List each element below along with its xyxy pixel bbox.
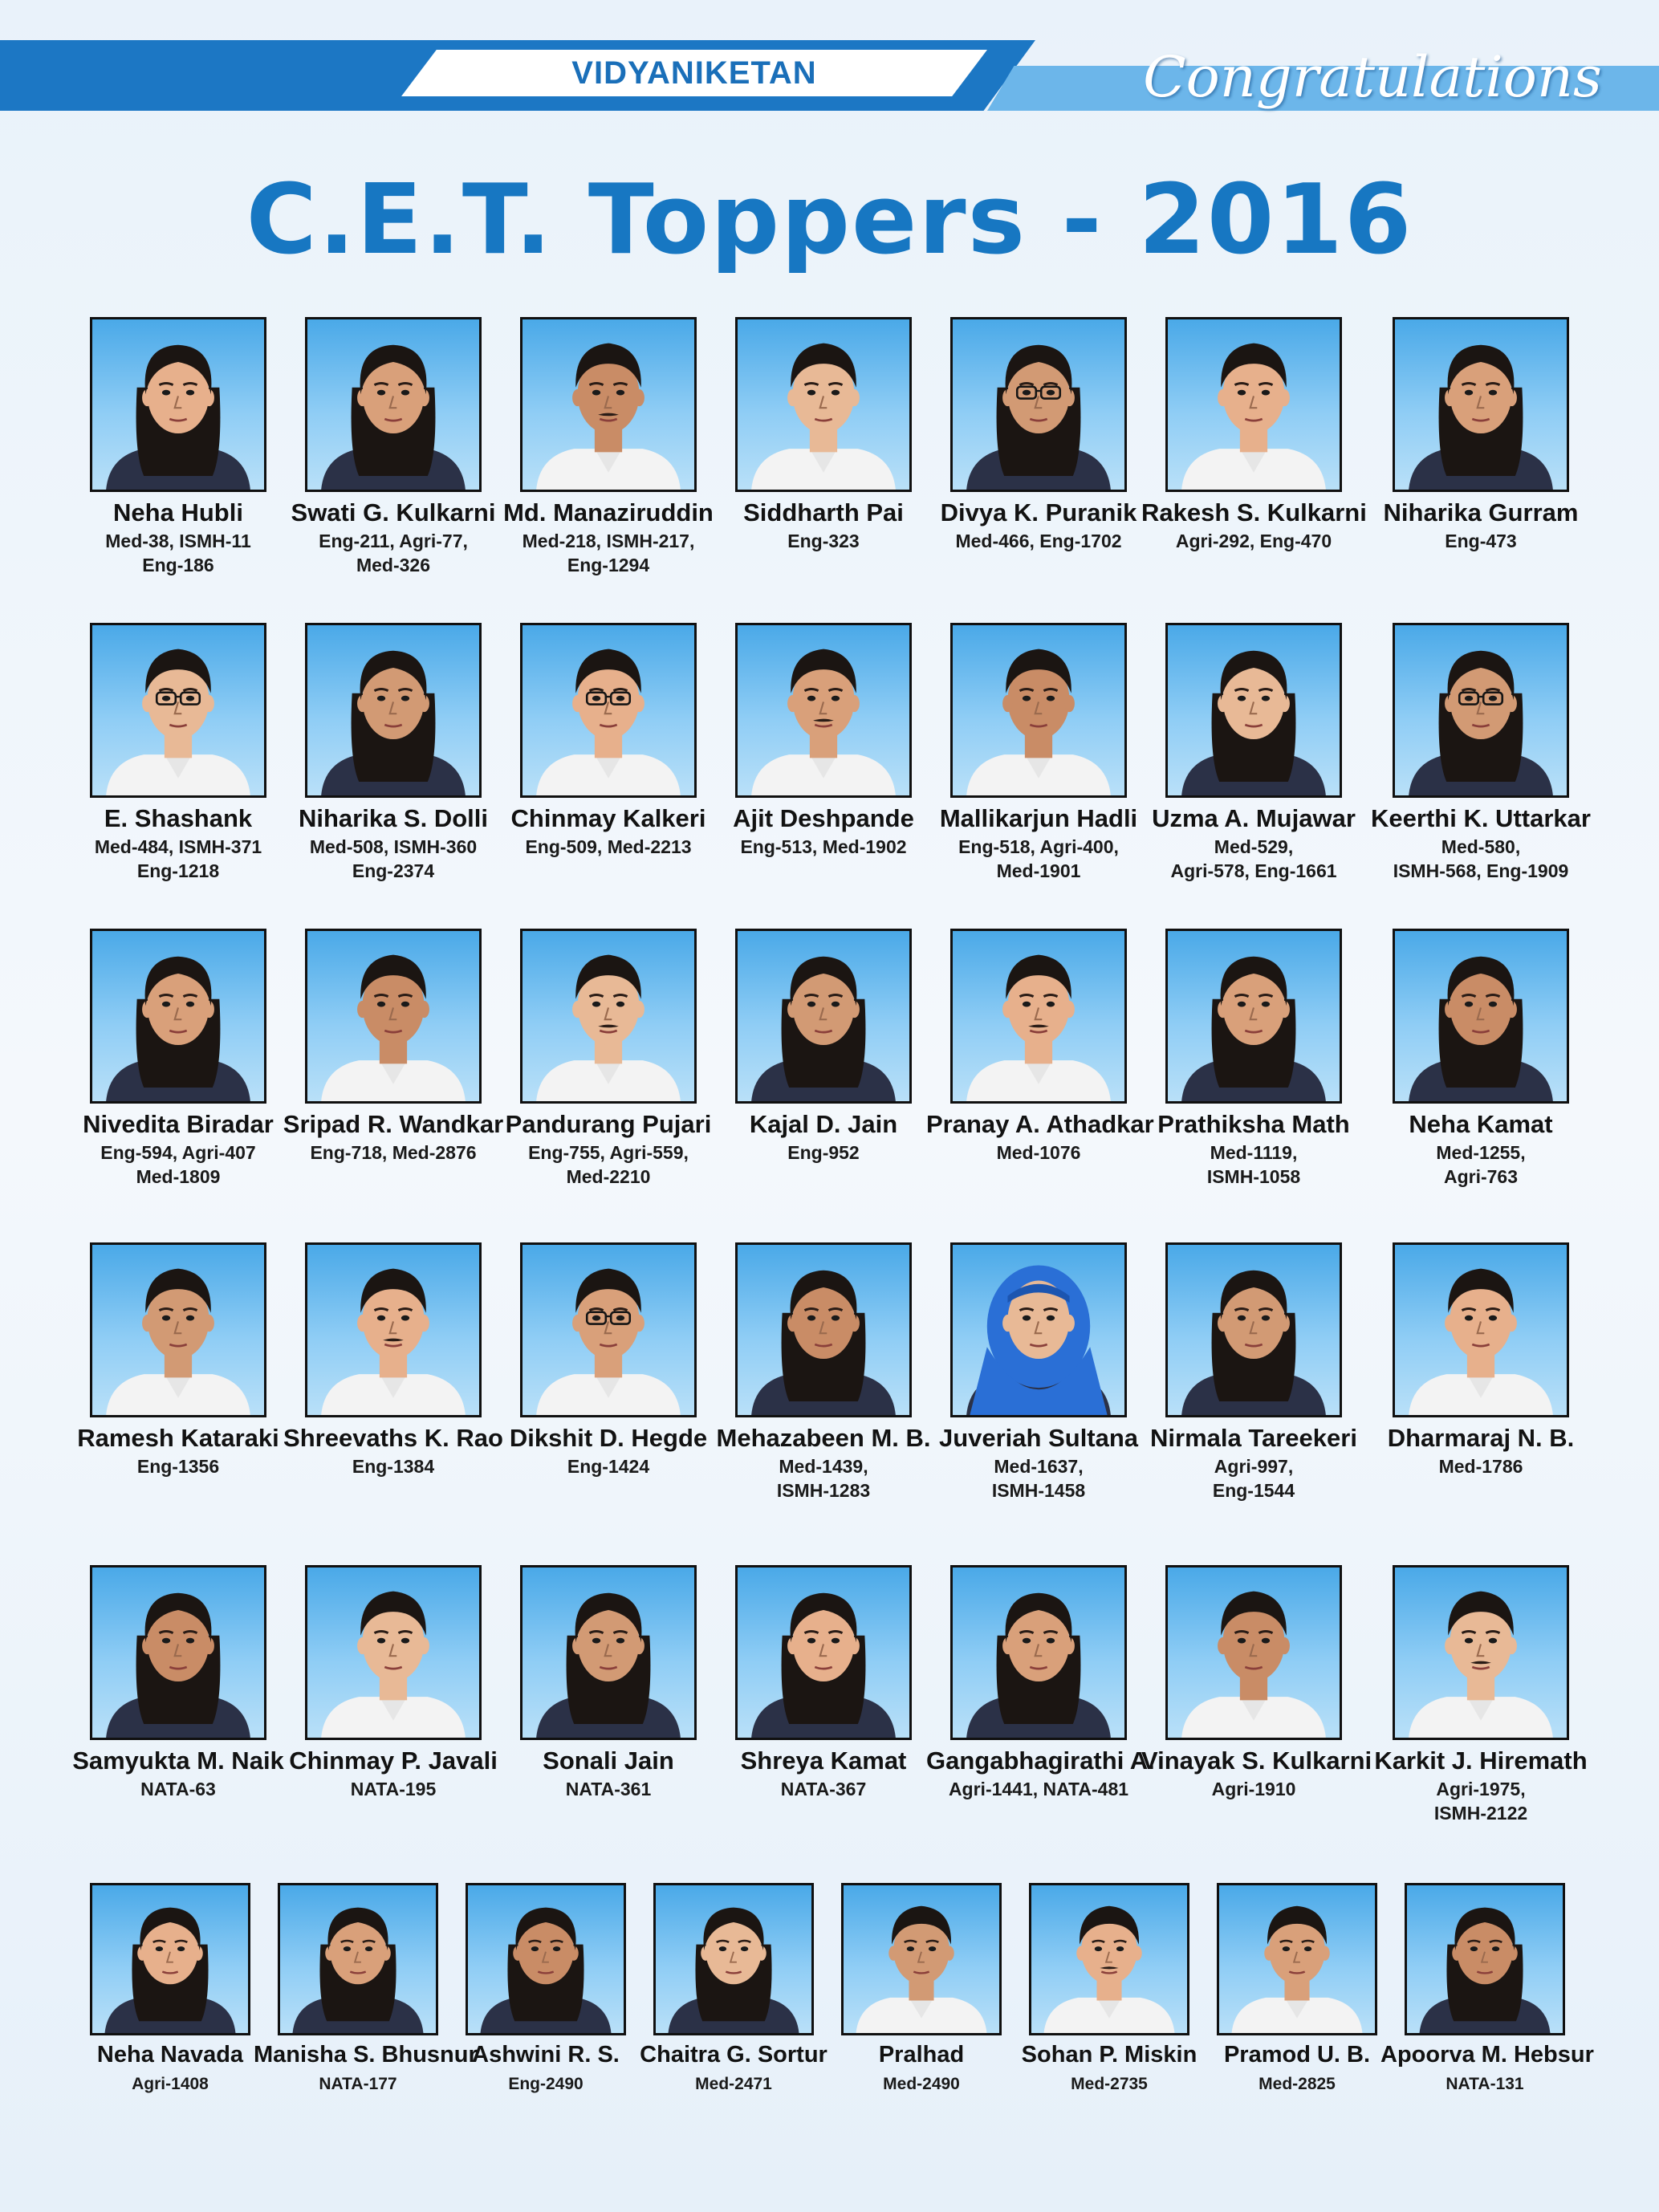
topper-ranks: Med-1076 <box>996 1142 1081 1163</box>
topper-photo <box>1165 1242 1342 1417</box>
topper-photo <box>1393 1565 1569 1740</box>
brand-name: VIDYANIKETAN <box>571 55 817 91</box>
topper-name: Shreevaths K. Rao <box>283 1424 503 1452</box>
topper-name: Niharika Gurram <box>1383 498 1579 527</box>
topper-ranks: Med-2490 <box>883 2075 960 2093</box>
topper-ranks: Med-529, Agri-578, Eng-1661 <box>1170 836 1337 881</box>
topper-photo <box>1217 1883 1377 2035</box>
topper-ranks: Eng-211, Agri-77, Med-326 <box>319 531 468 575</box>
topper-name: Shreya Kamat <box>740 1746 907 1775</box>
topper-name: Karkit J. Hiremath <box>1374 1746 1588 1775</box>
topper-name: Neha Navada <box>96 2042 244 2068</box>
topper-name: Mallikarjun Hadli <box>939 804 1138 832</box>
topper-name: Sonali Jain <box>543 1746 674 1775</box>
topper-ranks: Med-1255, Agri-763 <box>1436 1142 1526 1187</box>
topper-ranks: Med-1637, ISMH-1458 <box>991 1456 1086 1501</box>
topper-photo <box>90 1565 266 1740</box>
topper-name: Kajal D. Jain <box>749 1110 898 1138</box>
topper-ranks: Agri-292, Eng-470 <box>1175 531 1332 551</box>
topper-photo <box>1393 929 1569 1104</box>
topper-photo <box>735 1242 912 1417</box>
topper-name: Juveriah Sultana <box>938 1424 1139 1452</box>
topper-ranks: Med-1119, ISMH-1058 <box>1206 1142 1301 1187</box>
topper-name: Uzma A. Mujawar <box>1152 804 1356 832</box>
topper-ranks: Eng-2490 <box>508 2075 583 2093</box>
congratulations-heading: Congratulations <box>1143 44 1602 110</box>
topper-photo <box>305 929 482 1104</box>
topper-photo <box>90 623 266 798</box>
topper-ranks: Eng-1384 <box>352 1456 435 1477</box>
topper-ranks: Eng-755, Agri-559, Med-2210 <box>528 1142 689 1187</box>
topper-name: Pandurang Pujari <box>505 1110 712 1138</box>
topper-ranks: Med-1786 <box>1438 1456 1523 1477</box>
topper-name: Dikshit D. Hegde <box>509 1424 708 1452</box>
topper-photo <box>520 1242 697 1417</box>
topper-name: Pralhad <box>878 2042 965 2068</box>
topper-photo <box>735 623 912 798</box>
topper-ranks: Med-484, ISMH-371 Eng-1218 <box>94 836 262 881</box>
topper-name: Sripad R. Wandkar <box>283 1110 504 1138</box>
topper-photo <box>466 1883 626 2035</box>
topper-ranks: Eng-594, Agri-407 Med-1809 <box>100 1142 256 1187</box>
topper-ranks: Med-2735 <box>1071 2075 1148 2093</box>
topper-photo <box>90 317 266 492</box>
topper-ranks: Med-580, ISMH-568, Eng-1909 <box>1393 836 1569 881</box>
topper-photo <box>1029 1883 1189 2035</box>
topper-photo <box>841 1883 1002 2035</box>
topper-ranks: Med-38, ISMH-11 Eng-186 <box>105 531 251 575</box>
topper-photo <box>520 1565 697 1740</box>
topper-name: Neha Hubli <box>113 498 243 527</box>
topper-photo <box>950 929 1127 1104</box>
topper-photo <box>1165 623 1342 798</box>
topper-ranks: Agri-1441, NATA-481 <box>948 1779 1129 1799</box>
topper-photo <box>305 317 482 492</box>
topper-photo <box>950 1565 1127 1740</box>
topper-photo <box>90 1883 250 2035</box>
topper-photo <box>520 623 697 798</box>
topper-photo <box>90 1242 266 1417</box>
topper-name: Niharika S. Dolli <box>298 804 488 832</box>
topper-photo <box>305 1565 482 1740</box>
topper-name: Prathiksha Math <box>1157 1110 1350 1138</box>
topper-photo <box>520 929 697 1104</box>
topper-name: Nivedita Biradar <box>83 1110 274 1138</box>
topper-ranks: Agri-1975, ISMH-2122 <box>1433 1779 1528 1824</box>
topper-ranks: Med-508, ISMH-360 Eng-2374 <box>309 836 478 881</box>
topper-ranks: Eng-718, Med-2876 <box>310 1142 477 1163</box>
topper-ranks: Eng-323 <box>787 531 860 551</box>
topper-photo <box>305 623 482 798</box>
topper-ranks: NATA-177 <box>319 2075 397 2093</box>
topper-ranks: Med-2471 <box>695 2075 772 2093</box>
topper-photo <box>520 317 697 492</box>
topper-photo <box>653 1883 814 2035</box>
topper-name: Mehazabeen M. B. <box>716 1424 931 1452</box>
topper-photo <box>735 1565 912 1740</box>
topper-photo <box>1405 1883 1565 2035</box>
topper-ranks: Med-466, Eng-1702 <box>955 531 1122 551</box>
topper-ranks: NATA-131 <box>1446 2075 1524 2093</box>
topper-photo <box>950 317 1127 492</box>
topper-ranks: Med-2825 <box>1258 2075 1336 2093</box>
topper-name: Siddharth Pai <box>743 498 904 527</box>
topper-name: Keerthi K. Uttarkar <box>1371 804 1591 832</box>
topper-photo <box>735 929 912 1104</box>
topper-name: Chinmay Kalkeri <box>510 804 706 832</box>
topper-photo <box>1393 1242 1569 1417</box>
topper-ranks: NATA-361 <box>565 1779 652 1799</box>
topper-ranks: Eng-509, Med-2213 <box>525 836 692 857</box>
topper-ranks: Eng-1356 <box>136 1456 220 1477</box>
topper-ranks: Eng-518, Agri-400, Med-1901 <box>958 836 1119 881</box>
topper-name: Chinmay P. Javali <box>289 1746 498 1775</box>
topper-photo <box>1165 1565 1342 1740</box>
topper-photo <box>90 929 266 1104</box>
topper-photo <box>735 317 912 492</box>
topper-name: Apoorva M. Hebsur <box>1380 2042 1594 2068</box>
topper-name: Sohan P. Miskin <box>1021 2042 1197 2068</box>
topper-ranks: Eng-952 <box>787 1142 860 1163</box>
topper-ranks: Eng-513, Med-1902 <box>740 836 907 857</box>
topper-name: Chaitra G. Sortur <box>640 2042 827 2068</box>
topper-name: Pranay A. Athadkar <box>926 1110 1154 1138</box>
topper-ranks: Eng-473 <box>1445 531 1517 551</box>
topper-name: Gangabhagirathi A. <box>926 1746 1155 1775</box>
topper-photo <box>950 1242 1127 1417</box>
topper-photo <box>950 623 1127 798</box>
topper-name: Md. Manaziruddin <box>503 498 714 527</box>
topper-ranks: Eng-1424 <box>567 1456 650 1477</box>
topper-name: Nirmala Tareekeri <box>1150 1424 1357 1452</box>
topper-name: Divya K. Puranik <box>940 498 1137 527</box>
topper-name: Ashwini R. S. <box>472 2042 620 2068</box>
topper-name: Vinayak S. Kulkarni <box>1141 1746 1372 1775</box>
page-title: C.E.T. Toppers - 2016 <box>246 165 1413 276</box>
topper-name: Manisha S. Bhusnur <box>254 2042 478 2068</box>
topper-ranks: NATA-367 <box>780 1779 867 1799</box>
topper-photo <box>1165 929 1342 1104</box>
topper-ranks: Med-1439, ISMH-1283 <box>776 1456 871 1501</box>
topper-ranks: NATA-63 <box>140 1779 216 1799</box>
topper-name: Rakesh S. Kulkarni <box>1141 498 1367 527</box>
topper-name: Swati G. Kulkarni <box>291 498 496 527</box>
topper-ranks: Med-218, ISMH-217, Eng-1294 <box>522 531 695 575</box>
topper-name: Ajit Deshpande <box>733 804 914 832</box>
topper-name: Ramesh Kataraki <box>77 1424 279 1452</box>
topper-ranks: Agri-1408 <box>132 2075 209 2093</box>
topper-photo <box>305 1242 482 1417</box>
topper-photo <box>278 1883 438 2035</box>
topper-photo <box>1393 317 1569 492</box>
topper-name: Dharmaraj N. B. <box>1387 1424 1575 1452</box>
topper-photo <box>1165 317 1342 492</box>
topper-photo <box>1393 623 1569 798</box>
topper-name: Neha Kamat <box>1409 1110 1553 1138</box>
topper-name: Pramod U. B. <box>1223 2042 1371 2068</box>
topper-name: E. Shashank <box>104 804 253 832</box>
topper-name: Samyukta M. Naik <box>72 1746 284 1775</box>
topper-ranks: Agri-997, Eng-1544 <box>1212 1456 1295 1501</box>
topper-ranks: Agri-1910 <box>1211 1779 1296 1799</box>
topper-ranks: NATA-195 <box>350 1779 437 1799</box>
